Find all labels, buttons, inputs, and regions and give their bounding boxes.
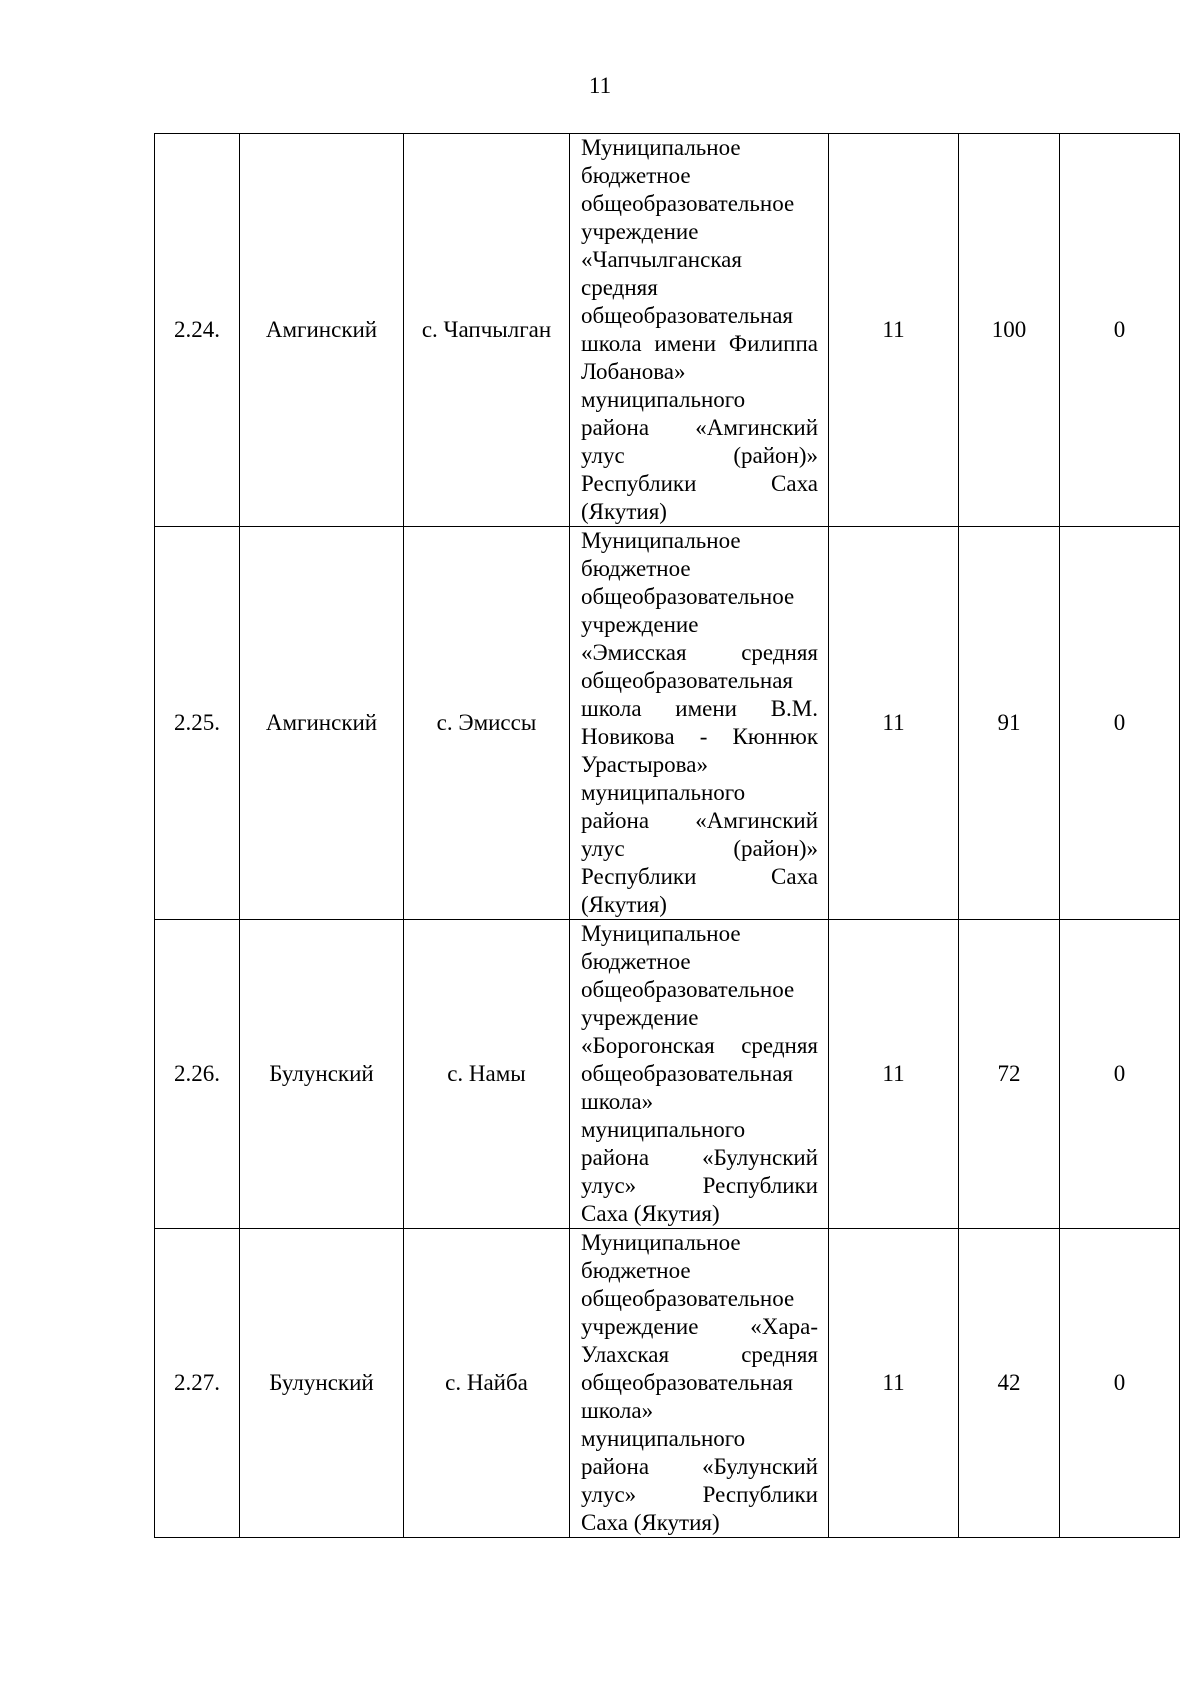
institution-name-cell <box>570 1229 829 1538</box>
institution-name-line: средняя <box>581 275 658 300</box>
institution-name-line: бюджетное <box>581 556 691 581</box>
institution-name-line: учреждение <box>581 219 699 244</box>
institution-name-line: школа имени Филиппа <box>581 331 818 356</box>
zero-value-cell: 0 <box>1060 1229 1180 1538</box>
institution-name-line: Лобанова» <box>581 359 686 384</box>
institution-name-line: «Эмисская средняя <box>581 640 818 665</box>
institution-name-line: улус» Республики <box>581 1173 818 1198</box>
institution-name-line: общеобразовательное <box>581 1286 795 1311</box>
institution-name-line: района «Булунский <box>581 1145 818 1170</box>
institution-name-line: Новикова - Кюннюк <box>581 724 818 749</box>
institution-name-line: общеобразовательная <box>581 1061 793 1086</box>
institution-name-cell <box>570 134 829 527</box>
institution-name-line: школа имени В.М. <box>581 696 818 721</box>
institution-name-line: Муниципальное <box>581 528 741 553</box>
institution-name-line: района «Булунский <box>581 1454 818 1479</box>
institution-name-line: Республики Саха <box>581 864 818 889</box>
institution-name-cell <box>570 920 829 1229</box>
percent-cell: 72 <box>959 920 1060 1229</box>
district-cell: Амгинский <box>240 134 404 527</box>
institution-name-line: улус (район)» <box>581 836 818 861</box>
table-row <box>155 134 1180 527</box>
row-number-cell: 2.24. <box>155 134 240 527</box>
locality-cell: с. Чапчылган <box>404 134 570 527</box>
institution-name-line: Улахская средняя <box>581 1342 818 1367</box>
institution-name-cell <box>570 527 829 920</box>
institution-name-line: бюджетное <box>581 1258 691 1283</box>
locality-cell: с. Найба <box>404 1229 570 1538</box>
institution-name-line: «Чапчылганская <box>581 247 742 272</box>
zero-value-cell: 0 <box>1060 527 1180 920</box>
row-number-cell: 2.26. <box>155 920 240 1229</box>
grade-count-cell: 11 <box>829 527 959 920</box>
percent-cell: 42 <box>959 1229 1060 1538</box>
schools-table <box>154 133 1180 1538</box>
institution-name-line: Саха (Якутия) <box>581 1201 720 1226</box>
institution-name-line: общеобразовательная <box>581 668 793 693</box>
institution-name-line: муниципального <box>581 780 746 805</box>
institution-name-line: муниципального <box>581 387 746 412</box>
row-number-cell: 2.25. <box>155 527 240 920</box>
table-row <box>155 920 1180 1229</box>
institution-name-line: учреждение <box>581 1005 699 1030</box>
district-cell: Булунский <box>240 920 404 1229</box>
institution-name-line: Республики Саха <box>581 471 818 496</box>
zero-value-cell: 0 <box>1060 134 1180 527</box>
table-row <box>155 1229 1180 1538</box>
institution-name-line: Саха (Якутия) <box>581 1510 720 1535</box>
institution-name-line: общеобразовательное <box>581 977 795 1002</box>
institution-name-line: школа» <box>581 1398 654 1423</box>
institution-name-line: (Якутия) <box>581 499 667 524</box>
zero-value-cell: 0 <box>1060 920 1180 1229</box>
institution-name-line: общеобразовательное <box>581 584 795 609</box>
grade-count-cell: 11 <box>829 1229 959 1538</box>
institution-name-line: учреждение «Хара- <box>581 1314 818 1339</box>
percent-cell: 91 <box>959 527 1060 920</box>
district-cell: Булунский <box>240 1229 404 1538</box>
district-cell: Амгинский <box>240 527 404 920</box>
institution-name-line: общеобразовательное <box>581 191 795 216</box>
institution-name-line: общеобразовательная <box>581 1370 793 1395</box>
locality-cell: с. Намы <box>404 920 570 1229</box>
percent-cell: 100 <box>959 134 1060 527</box>
institution-name-line: Муниципальное <box>581 135 741 160</box>
institution-name-line: бюджетное <box>581 163 691 188</box>
institution-name-line: «Борогонская средняя <box>581 1033 818 1058</box>
table-row <box>155 527 1180 920</box>
institution-name-line: Урастырова» <box>581 752 708 777</box>
grade-count-cell: 11 <box>829 920 959 1229</box>
institution-name-line: улус (район)» <box>581 443 818 468</box>
page-number: 11 <box>588 73 612 98</box>
institution-name-line: бюджетное <box>581 949 691 974</box>
institution-name-line: улус» Республики <box>581 1482 818 1507</box>
locality-cell: с. Эмиссы <box>404 527 570 920</box>
table-body <box>155 134 1180 1538</box>
institution-name-line: общеобразовательная <box>581 303 793 328</box>
institution-name-line: учреждение <box>581 612 699 637</box>
institution-name-line: района «Амгинский <box>581 415 818 440</box>
institution-name-line: района «Амгинский <box>581 808 818 833</box>
institution-name-line: муниципального <box>581 1117 746 1142</box>
institution-name-line: Муниципальное <box>581 921 741 946</box>
row-number-cell: 2.27. <box>155 1229 240 1538</box>
institution-name-line: школа» <box>581 1089 654 1114</box>
institution-name-line: (Якутия) <box>581 892 667 917</box>
institution-name-line: муниципального <box>581 1426 746 1451</box>
institution-name-line: Муниципальное <box>581 1230 741 1255</box>
grade-count-cell: 11 <box>829 134 959 527</box>
